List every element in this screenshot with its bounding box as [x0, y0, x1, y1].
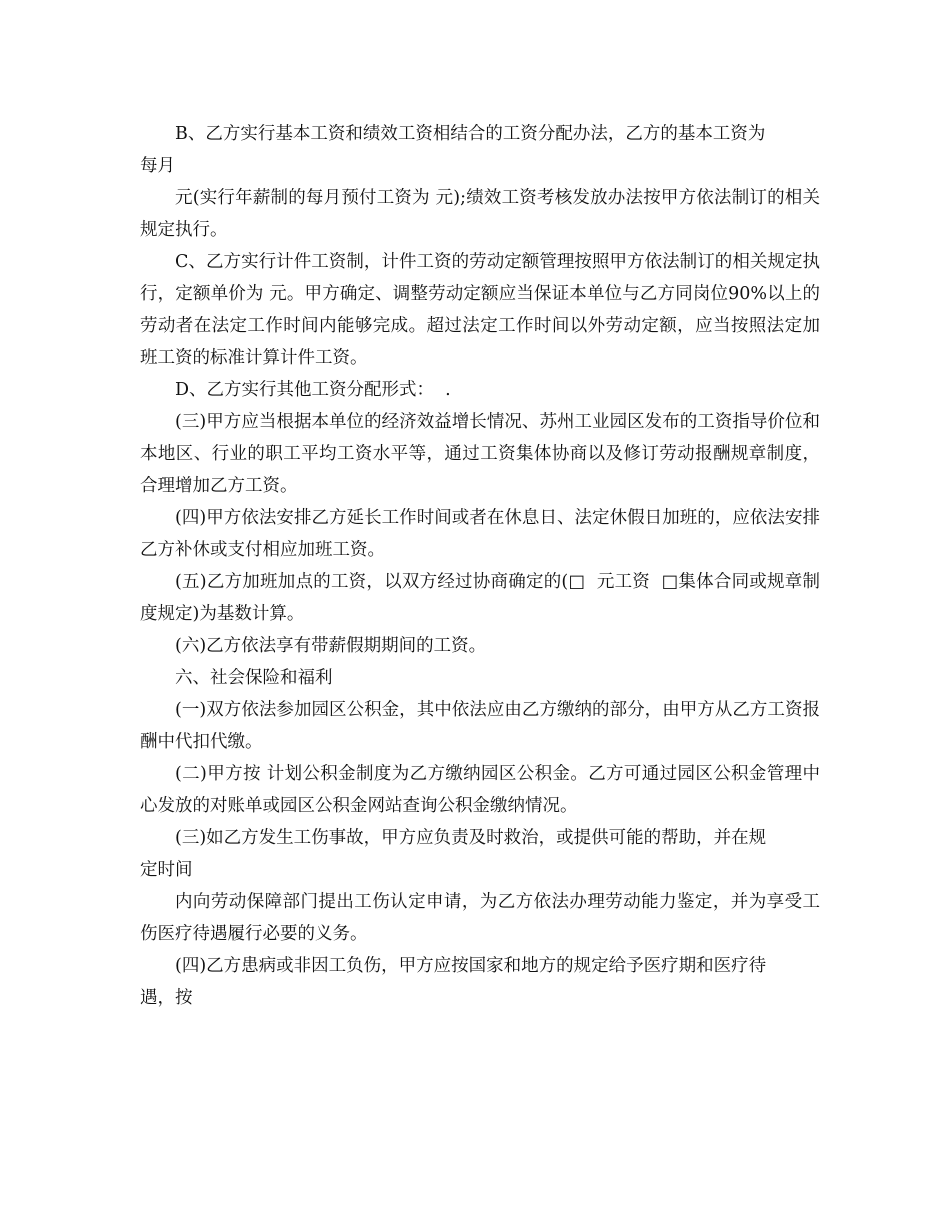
paragraph-5-overtime-base: (五)乙方加班加点的工资，以双方经过协商确定的(□ 元工资 □集体合同或规章制度规定)为基数计算。 [140, 572, 820, 624]
paragraph-3-work-injury: (三)如乙方发生工伤事故，甲方应负责及时救治，或提供可能的帮助，并在规 [175, 828, 767, 848]
paragraph-1-provident-fund: (一)双方依法参加园区公积金，其中依法应由乙方缴纳的部分，由甲方从乙方工资报酬中代扣代缴。 [140, 700, 820, 752]
paragraph-d-other-wage: D、乙方实行其他工资分配形式： . [175, 380, 451, 400]
paragraph-4-overtime: (四)甲方依法安排乙方延长工作时间或者在休息日、法定休假日加班的，应依法安排乙方补休或支付相应加班工资。 [140, 508, 820, 560]
paragraph-3-work-injury-continued: 定时间 [140, 860, 193, 880]
paragraph-2-provident-plan: (二)甲方按 计划公积金制度为乙方缴纳园区公积金。乙方可通过园区公积金管理中心发放的对账单或园区公积金网站查询公积金缴纳情况。 [140, 764, 820, 816]
paragraph-3-wage-increase: (三)甲方应当根据本单位的经济效益增长情况、苏州工业园区发布的工资指导价位和本地区、行业的职工平均工资水平等，通过工资集体协商以及修订劳动报酬规章制度，合理增加乙方工资。 [140, 412, 820, 496]
paragraph-injury-recognition: 内向劳动保障部门提出工伤认定申请，为乙方依法办理劳动能力鉴定，并为享受工伤医疗待遇履行必要的义务。 [140, 892, 820, 944]
paragraph-annual-salary: 元(实行年薪制的每月预付工资为 元);绩效工资考核发放办法按甲方依法制订的相关规定执行。 [140, 188, 820, 240]
section-heading-social-insurance: 六、社会保险和福利 [175, 668, 333, 688]
paragraph-4-illness-continued: 遇，按 [140, 988, 193, 1008]
paragraph-b-continued: 每月 [140, 156, 175, 176]
paragraph-c-piece-wage: C、乙方实行计件工资制，计件工资的劳动定额管理按照甲方依法制订的相关规定执行，定额单价为 元。甲方确定、调整劳动定额应当保证本单位与乙方同岗位90%以上的劳动者在法定工作时间内能够完成。超过法定工作时间以外劳动定额，应当按照法定加班工资的标准计算计件工资。 [140, 252, 820, 368]
document-page [140, 118, 820, 1014]
paragraph-4-illness: (四)乙方患病或非因工负伤，甲方应按国家和地方的规定给予医疗期和医疗待 [175, 956, 767, 976]
paragraph-6-paid-leave: (六)乙方依法享有带薪假期期间的工资。 [175, 636, 487, 656]
paragraph-b-basic-wage: B、乙方实行基本工资和绩效工资相结合的工资分配办法，乙方的基本工资为 [175, 124, 766, 144]
